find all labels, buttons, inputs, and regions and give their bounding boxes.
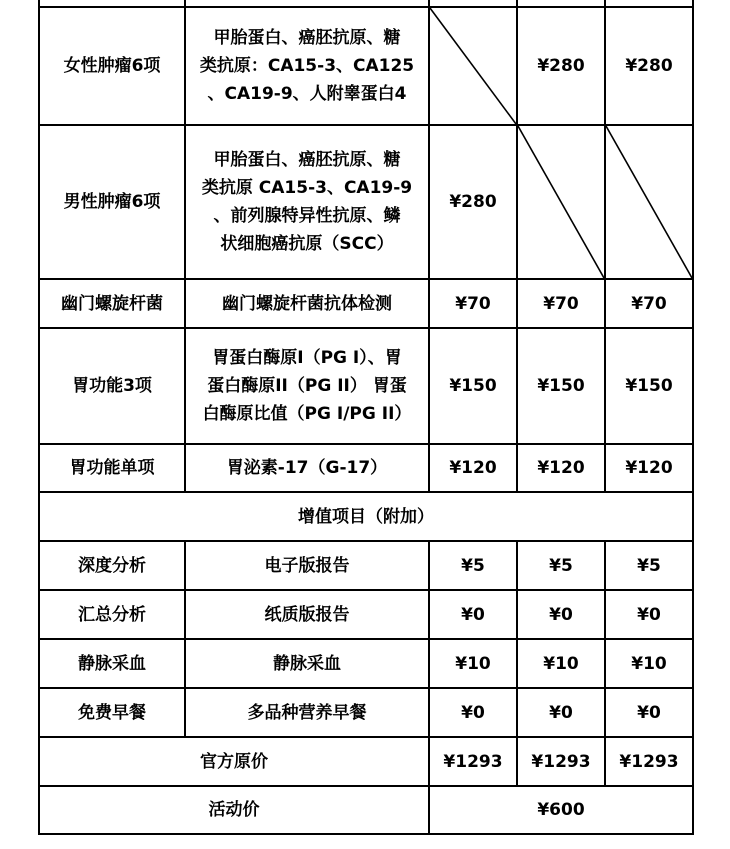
item-desc	[185, 125, 429, 279]
empty-diagonal-cell	[605, 125, 693, 279]
item-desc: 多品种营养早餐	[185, 688, 429, 737]
original-price-label: 官方原价	[39, 737, 429, 786]
price-cell: ¥10	[517, 639, 605, 688]
price-cell: ¥0	[605, 688, 693, 737]
desc-line: 、CA19-9、人附睾蛋白4	[207, 84, 407, 104]
price-cell: ¥280	[517, 7, 605, 125]
desc-line: 甲胎蛋白、癌胚抗原、糖	[213, 150, 401, 170]
price-cell: ¥150	[517, 328, 605, 444]
item-desc: 胃泌素-17（G-17）	[185, 444, 429, 492]
table-row-hp	[39, 279, 693, 328]
price-cell: ¥150	[605, 328, 693, 444]
item-name: 静脉采血	[39, 639, 185, 688]
price-cell: ¥5	[429, 541, 517, 590]
diagonal-line	[518, 126, 604, 278]
item-name: 男性肿瘤6项	[39, 125, 185, 279]
empty-diagonal-cell	[429, 7, 517, 125]
item-name: 幽门螺旋杆菌	[39, 279, 185, 328]
desc-line: 类抗原：CA15-3、CA125	[199, 56, 415, 76]
price-cell: ¥70	[605, 279, 693, 328]
price-cell: ¥0	[429, 688, 517, 737]
table-row-top-partial	[39, 0, 693, 7]
table-row-gastric-3	[39, 328, 693, 444]
desc-line: 蛋白酶原II（PG II） 胃蛋	[207, 376, 407, 396]
price-cell: ¥120	[429, 444, 517, 492]
item-name: 深度分析	[39, 541, 185, 590]
item-desc: 幽门螺旋杆菌抗体检测	[185, 279, 429, 328]
promo-price-row	[39, 786, 693, 834]
diagonal-line	[606, 126, 692, 278]
price-cell: ¥1293	[429, 737, 517, 786]
price-cell: ¥1293	[517, 737, 605, 786]
item-desc: 电子版报告	[185, 541, 429, 590]
price-cell: ¥10	[605, 639, 693, 688]
item-desc: 静脉采血	[185, 639, 429, 688]
item-name: 汇总分析	[39, 590, 185, 639]
item-desc	[185, 328, 429, 444]
item-name: 免费早餐	[39, 688, 185, 737]
item-name: 胃功能3项	[39, 328, 185, 444]
table-row-addon	[39, 590, 693, 639]
table-row-addon	[39, 639, 693, 688]
desc-line: 、前列腺特异性抗原、鳞	[213, 206, 401, 226]
price-cell: ¥0	[517, 688, 605, 737]
price-cell: ¥280	[429, 125, 517, 279]
section-header-row	[39, 492, 693, 541]
price-cell: ¥0	[605, 590, 693, 639]
empty-diagonal-cell	[517, 125, 605, 279]
table-row-addon	[39, 688, 693, 737]
price-table	[38, 0, 694, 835]
promo-price-value: ¥600	[429, 786, 693, 834]
price-cell: ¥70	[517, 279, 605, 328]
table-row-male-tumor	[39, 125, 693, 279]
price-cell: ¥120	[517, 444, 605, 492]
price-cell: ¥0	[429, 590, 517, 639]
price-cell: ¥150	[429, 328, 517, 444]
price-cell: ¥5	[605, 541, 693, 590]
price-cell: ¥1293	[605, 737, 693, 786]
desc-line: 甲胎蛋白、癌胚抗原、糖	[213, 28, 401, 48]
desc-line: 白酶原比值（PG I/PG II）	[202, 404, 412, 424]
price-cell: ¥10	[429, 639, 517, 688]
desc-line: 胃蛋白酶原I（PG I）、胃	[212, 348, 402, 368]
price-cell: ¥0	[517, 590, 605, 639]
price-cell: ¥280	[605, 7, 693, 125]
item-desc: 纸质版报告	[185, 590, 429, 639]
table-row-gastric-single	[39, 444, 693, 492]
diagonal-line	[430, 8, 516, 124]
price-cell: ¥70	[429, 279, 517, 328]
item-name: 女性肿瘤6项	[39, 7, 185, 125]
desc-line: 状细胞癌抗原（SCC）	[220, 234, 394, 254]
price-cell: ¥5	[517, 541, 605, 590]
promo-price-label: 活动价	[39, 786, 429, 834]
original-price-row	[39, 737, 693, 786]
section-title: 增值项目（附加）	[39, 492, 693, 541]
price-cell: ¥120	[605, 444, 693, 492]
desc-line: 类抗原 CA15-3、CA19-9	[201, 178, 413, 198]
table-row-addon	[39, 541, 693, 590]
table-row-female-tumor	[39, 7, 693, 125]
item-desc	[185, 7, 429, 125]
item-name: 胃功能单项	[39, 444, 185, 492]
